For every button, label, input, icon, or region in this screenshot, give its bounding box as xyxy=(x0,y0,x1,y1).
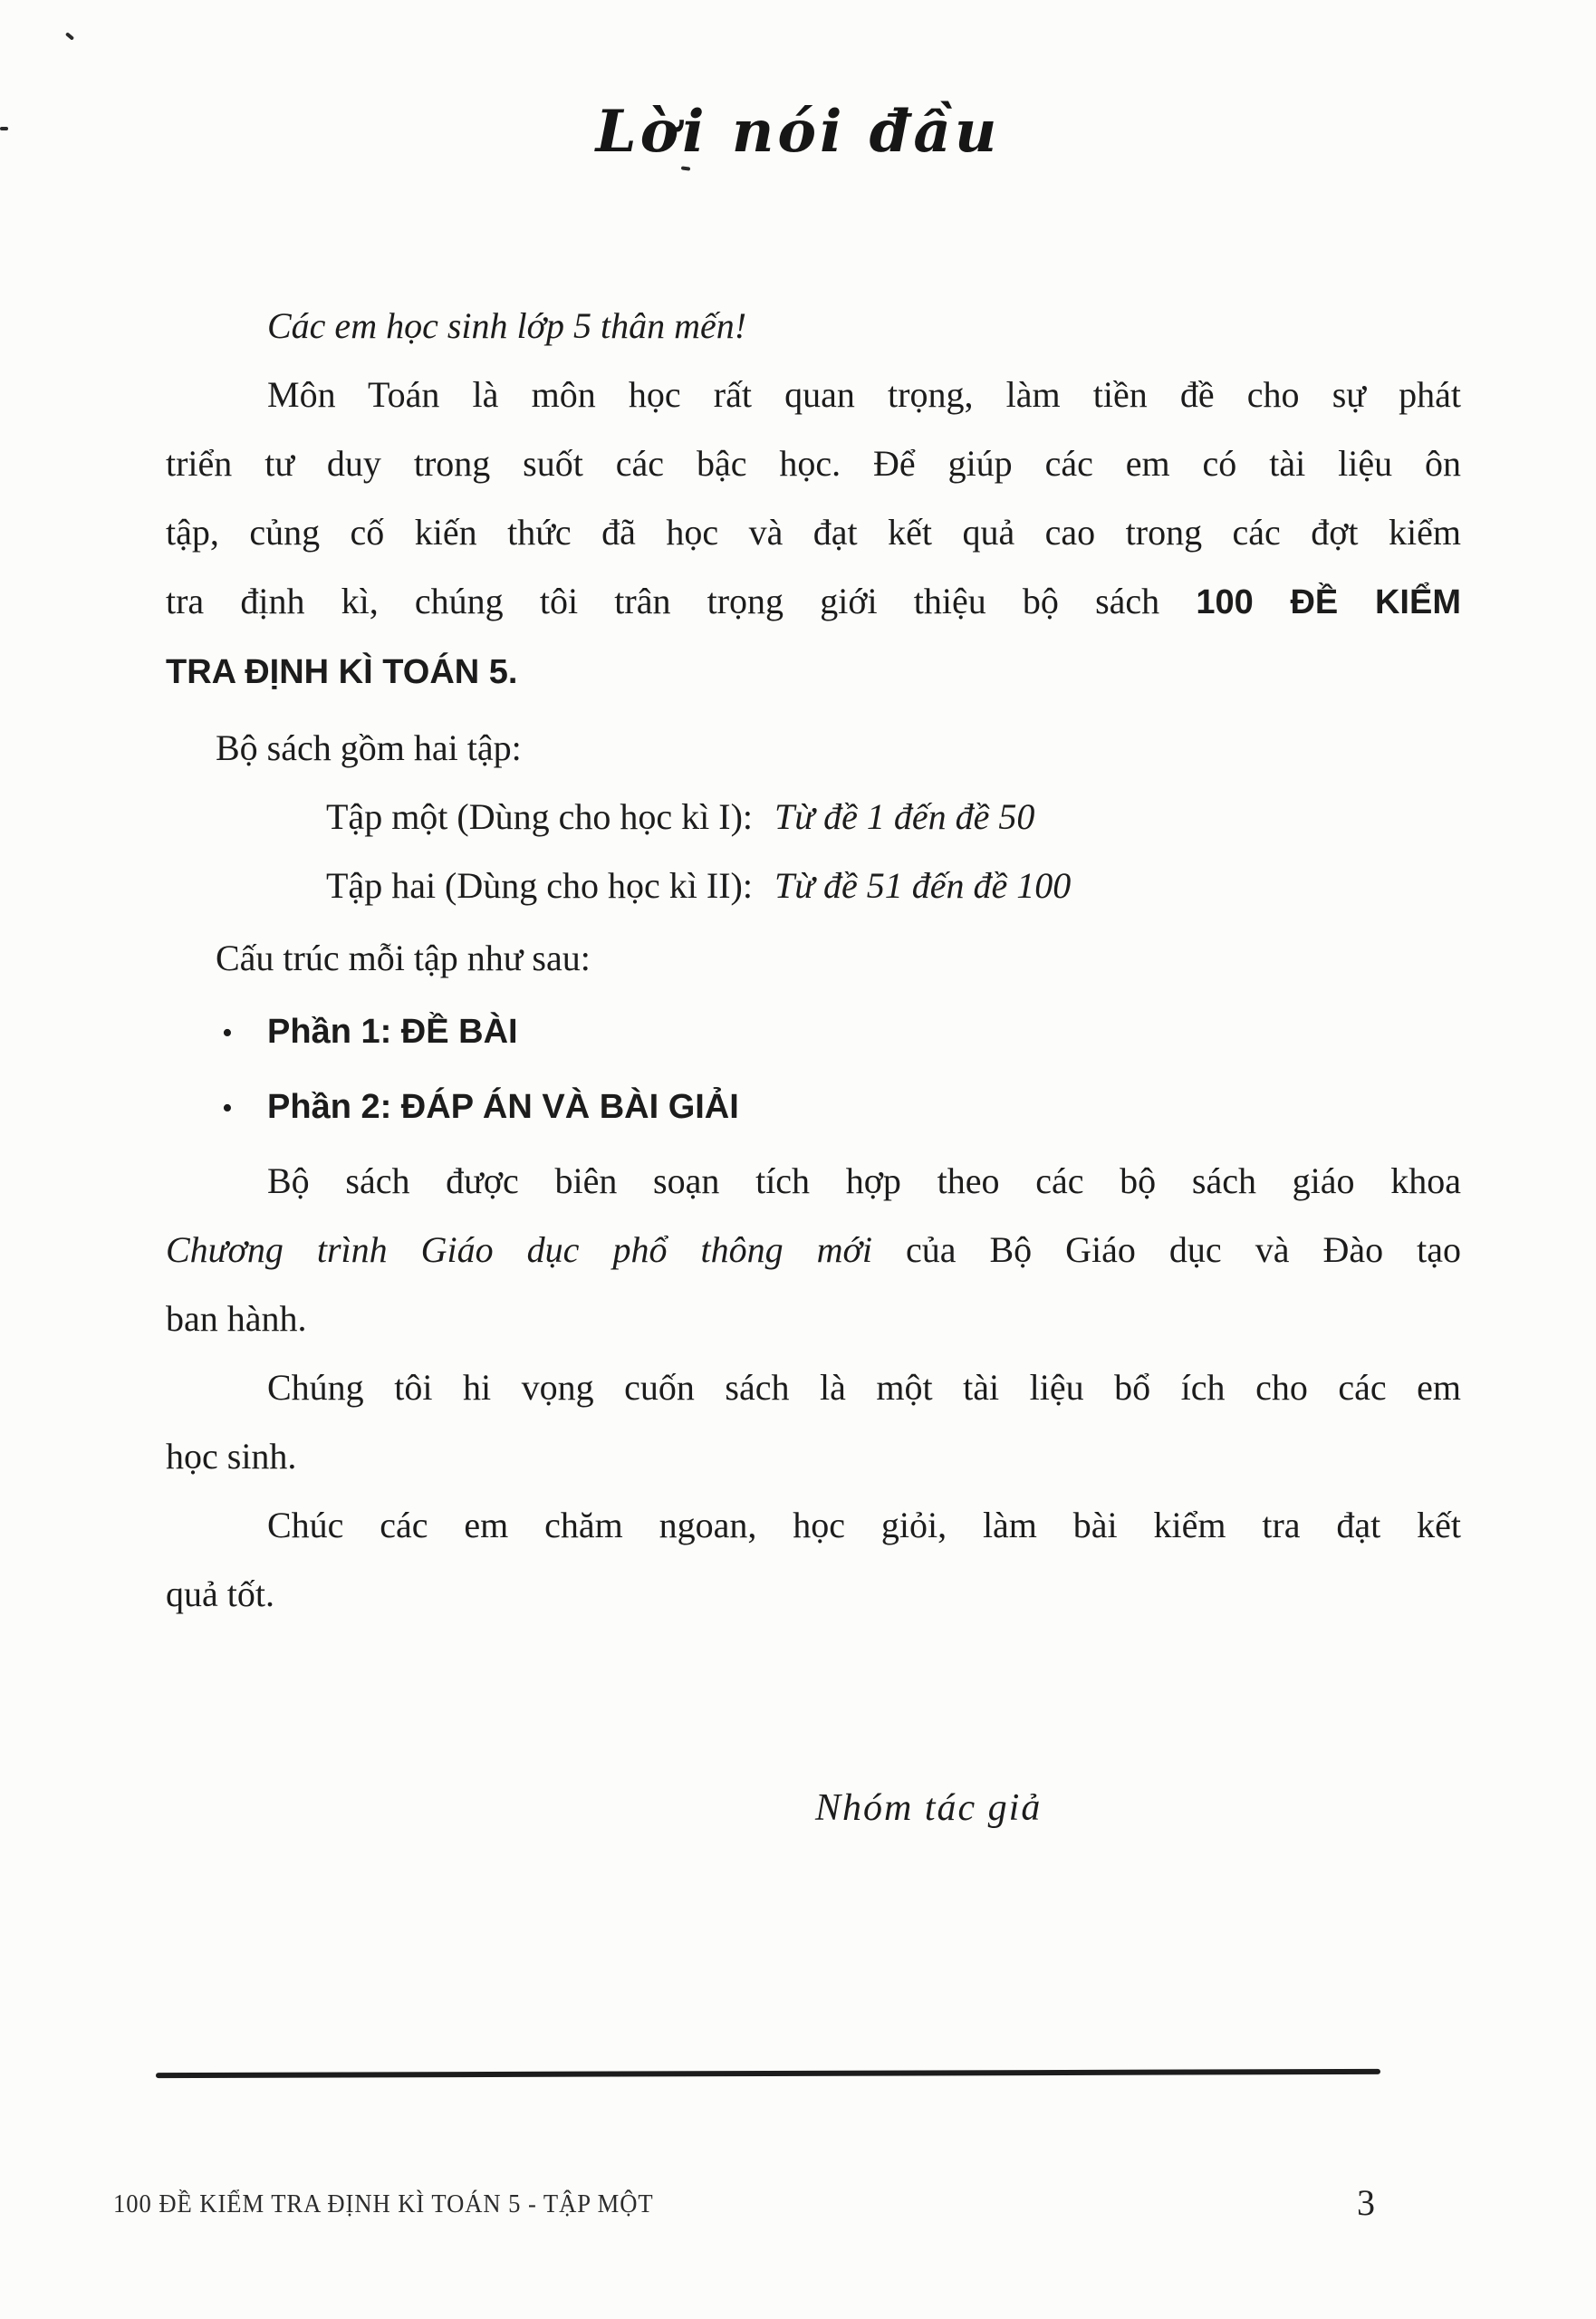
body-line: Môn Toán là môn học rất quan trọng, làm tiền đề cho sự phát xyxy=(267,374,1461,415)
body-line xyxy=(166,567,1461,637)
volume-range: Từ đề 51 đến đề 100 xyxy=(774,865,1072,906)
volume-line xyxy=(326,852,1461,920)
body-line: quả tốt. xyxy=(166,1573,274,1614)
list-item xyxy=(166,996,1461,1068)
greeting-line: Các em học sinh lớp 5 thân mến! xyxy=(267,305,747,346)
footer-divider xyxy=(156,2069,1380,2078)
part-label: Phần 2: ĐÁP ÁN VÀ BÀI GIẢI xyxy=(267,1088,739,1126)
body-line: Bộ sách được biên soạn tích hợp theo các bộ sách giáo khoa xyxy=(267,1160,1461,1201)
author-signature: Nhóm tác giả xyxy=(815,1787,1043,1829)
program-name-italic: Chương trình Giáo dục phổ thông mới xyxy=(166,1229,872,1270)
body-line xyxy=(166,637,1461,707)
bullet-icon: • xyxy=(222,1016,233,1050)
body-text: của Bộ Giáo dục và Đào tạo xyxy=(905,1229,1461,1270)
bullet-icon: • xyxy=(222,1092,233,1125)
structure-intro: Cấu trúc mỗi tập như sau: xyxy=(216,938,591,978)
volume-label: Tập hai (Dùng cho học kì II): xyxy=(326,865,753,906)
body-line xyxy=(166,1216,1461,1285)
scan-speck xyxy=(681,166,690,170)
body-line: tập, củng cố kiến thức đã học và đạt kết quả cao trong các đợt kiểm xyxy=(166,512,1461,553)
body-text: tra định kì, chúng tôi trân trọng giới thiệu bộ sách xyxy=(166,581,1160,621)
book-title-bold: 100 ĐỀ KIỂM xyxy=(1196,583,1461,621)
volumes-intro: Bộ sách gồm hai tập: xyxy=(216,727,522,768)
list-item xyxy=(166,1072,1461,1143)
body-line: Chúc các em chăm ngoan, học giỏi, làm bài kiểm tra đạt kết xyxy=(267,1505,1461,1545)
part-label: Phần 1: ĐỀ BÀI xyxy=(267,1013,518,1051)
body-line: Chúng tôi hi vọng cuốn sách là một tài liệu bổ ích cho các em xyxy=(267,1367,1461,1408)
page-number: 3 xyxy=(1357,2182,1375,2223)
preface-body xyxy=(166,292,1461,1629)
preface-title: Lời nói đầu xyxy=(595,98,1001,166)
volume-line xyxy=(326,783,1461,852)
footer-book-title: 100 ĐỀ KIỂM TRA ĐỊNH KÌ TOÁN 5 - TẬP MỘT xyxy=(113,2190,654,2218)
scan-speck xyxy=(65,32,74,40)
volume-range: Từ đề 1 đến đề 50 xyxy=(774,796,1035,837)
body-line: ban hành. xyxy=(166,1298,307,1339)
body-line: học sinh. xyxy=(166,1436,297,1477)
body-line: triển tư duy trong suốt các bậc học. Để giúp các em có tài liệu ôn xyxy=(166,443,1461,484)
book-title-bold: TRA ĐỊNH KÌ TOÁN 5. xyxy=(166,653,518,691)
volume-label: Tập một (Dùng cho học kì I): xyxy=(326,796,753,837)
